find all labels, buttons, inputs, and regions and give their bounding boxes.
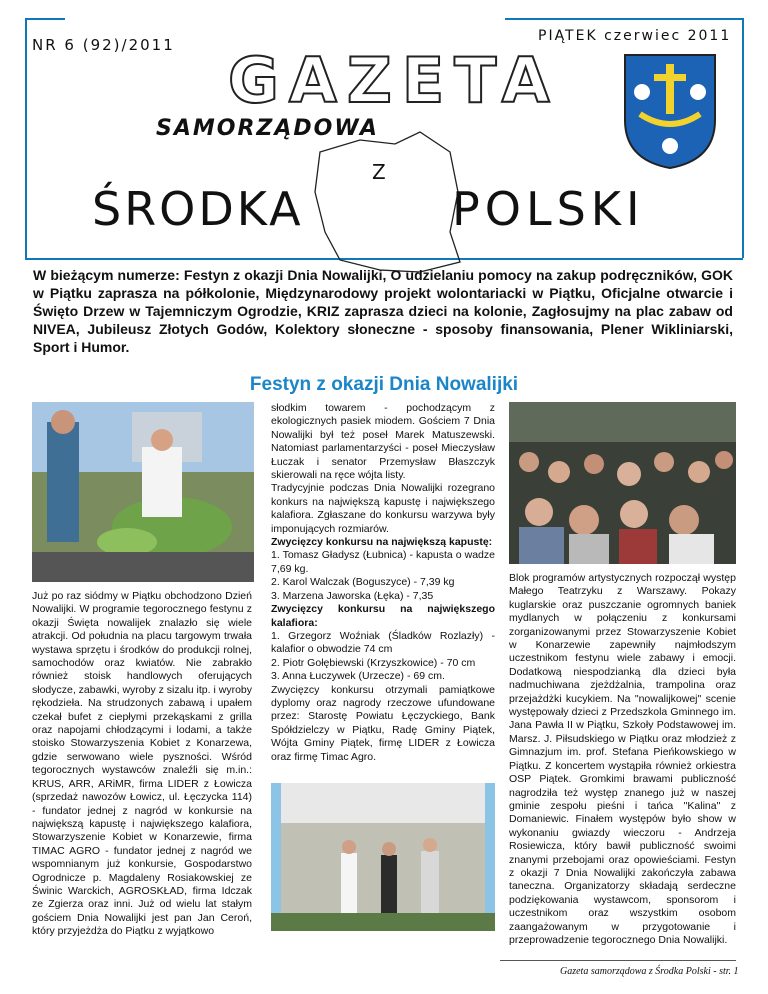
section-heading: Zwycięzcy konkursu na największą kapustę:	[271, 536, 493, 549]
article-text: słodkim towarem - pochodzącym z ekologicznych pasiek miodem. Gościem 7 Dnia Nowalijki był też poseł Marek Matuszewski. Natomiast parlamentarzyści - poseł Mieczysław Łuczak i senator Przemysław Błaszczyk skierowali na ręce wójta listy.	[271, 402, 495, 482]
winner-item: 2. Piotr Gołębiewski (Krzyszkowice) - 70 cm	[271, 656, 476, 669]
article-text: Blok programów artystycznych rozpoczął występ Małego Teatrzyku z Warszawy. Pokazy kuglarskie oraz puszczanie ogromnych baniek mydlanych w połączeniu z konkursami zorganizowanymi przez Stowarzyszenie Kobiet w Konarzewie zapewniły najmłodszym uczestnikom festynu wiele zabawy i emocji. Dodatkową niespodzianką dla dzieci była nadmuchiwana zjeżdżalnia, trampolina oraz przejażdżki kucykiem. Na "nowalijkowej" scenie występowały dzieci z Przedszkola Gminnego im. Jana Pawła II w Piątku, Szkoły Podstawowej im. Marsz. J. Piłsudskiego w Piątku oraz młodzież z Gimnazjum im. prof. Stefana Pieńkowskiego w Piątku. Z koncertem wystąpiła również orkiestra OSP Piątek. Gromkimi brawami publiczność nagrodziła też występ znanego już w naszej gminie zespołu pieśni i tańca "Kalina" z Domaniewic. Finałem występów było show w wykonaniu gwiazdy wieczoru - Andrzeja Rosiewicza, który bawił publiczność swoimi znanymi przebojami oraz opowieściami. Festyn z okazji 7 Dnia Nowalijki zakończyła zabawa taneczna. Organizatorzy składają serdeczne podziękowania wystawcom, sponsorom i uczestnikom oraz wszystkim osobom zaangażowanym w przygotowanie i przeprowadzenie tegorocznego Dnia Nowalijki.	[509, 572, 736, 946]
masthead-polski: POLSKI	[452, 182, 645, 236]
header-right-rule	[742, 18, 744, 258]
photo-vegetables	[32, 402, 254, 582]
masthead-z: Z	[372, 160, 386, 184]
poland-map-icon	[300, 122, 470, 282]
article-column-1	[32, 590, 252, 939]
header-left-rule	[25, 18, 27, 258]
winner-item: 1. Tomasz Gładysz (Łubnica) - kapusta o wadze 7,69 kg.	[271, 549, 495, 575]
winner-item: 3. Marzena Jaworska (Łęka) - 7,35	[271, 589, 434, 602]
article-column-2	[271, 402, 495, 764]
issue-number: NR 6 (92)/2011	[32, 36, 175, 54]
article-title: Festyn z okazji Dnia Nowalijki	[249, 374, 519, 395]
header-top-rule	[505, 18, 743, 20]
header-top-rule-left	[25, 18, 65, 20]
masthead-subtitle: SAMORZĄDOWA	[156, 116, 379, 141]
article-column-3	[509, 572, 736, 947]
winner-item: 3. Anna Łuczywek (Urzecze) - 69 cm.	[271, 670, 445, 683]
article-text: Już po raz siódmy w Piątku obchodzono Dzień Nowalijki. W programie tegorocznego festynu z okazji Święta nowalijek znalazło się wiele atrakcji. Od południa na placu targowym trwała wystawa sprzętu i środków do produkcji rolnej, samochodów oraz kwiatów. Nie zabrakło również stoisk handlowych oferujących słodycze, zabawki, wyroby z sizalu itp. i wyroby rękodzieła. Na strudzonych zabawą i upałem czekał bufet z ciepłymi przekąskami z grilla oraz napojami chłodzącymi i lodami, a także stoisko Stowarzyszenia Kobiet z Konarzewa, gdzie serwowano wiele pyszności. Wśród tegorocznych wystawców znaleźli się m.in.: KRUS, ARR, ARiMR, firma LIDER z Łowicza (sprzedaż nawozów Łowicz, ul. Łęczycka 114) - fundator jednej z nagród w konkursie na największą kapustę i największego kalafiora, Stowarzyszenie Kobiet w Konarzewie, firma TIMAC AGRO - fundator jednej z nagród we wspomnianym już konkursie, Gospodarstwo Ogrodnicze p. Magdaleny Rosiakowskiej ze Świnic Warckich, AGROSKŁAD, firma Idczak ze Zgierza oraz inni. Już od wielu lat stałym gościem Dnia Nowalijki jest pan Jan Ceroń, który przyjeżdża do Piątku z wyjątkowo	[32, 590, 252, 938]
winner-item: 1. Grzegorz Woźniak (Śladków Rozlazły) - kalafior o obwodzie 74 cm	[271, 629, 495, 656]
photo-stage	[271, 783, 495, 931]
footer-rule	[500, 960, 736, 961]
masthead-title: GAZETA	[228, 44, 560, 117]
article-text: Zwycięzcy konkursu otrzymali pamiątkowe dyplomy oraz nagrody rzeczowe ufundowane przez: Starostę Powiatu Łęczyckiego, Bank Spółdzielczy w Piątku, Radę Gminy Piątek, Wójta Gminy Piątek, firmę LIDER z Łowicza oraz firmę Timac Agro.	[271, 683, 495, 763]
photo-audience	[509, 402, 736, 564]
issue-date: PIĄTEK czerwiec 2011	[538, 28, 732, 44]
coat-of-arms-icon	[620, 50, 720, 170]
masthead-srodka: ŚRODKA	[92, 182, 304, 236]
article-text: Tradycyjnie podczas Dnia Nowalijki rozegrano konkurs na największą kapustę i największego kalafiora. Zgłaszane do konkursu warzywa były imponujących rozmiarów.	[271, 482, 495, 535]
winner-item: 2. Karol Walczak (Boguszyce) - 7,39 kg	[271, 576, 455, 589]
page-footer: Gazeta samorządowa z Środka Polski - str. 1	[560, 966, 739, 977]
issue-contents: W bieżącym numerze: Festyn z okazji Dnia Nowalijki, O udzielaniu pomocy na zakup podręczników, GOK w Piątku zaprasza na półkolonie, Międzynarodowy projekt wolontariacki w Piątku, Oficjalne otwarcie i Święto Drzew w Tajemniczym Ogrodzie, KRIZ zaprasza dzieci na kolonie, Zagłosujmy na plac zabaw od NIVEA, Jubileusz Złotych Godów, Kolektory słoneczne - sposoby finansowania, Plener Wikliniarski, Sport i Humor.	[33, 267, 733, 355]
section-heading: Zwycięzcy konkursu na największego kalafiora:	[271, 603, 495, 629]
